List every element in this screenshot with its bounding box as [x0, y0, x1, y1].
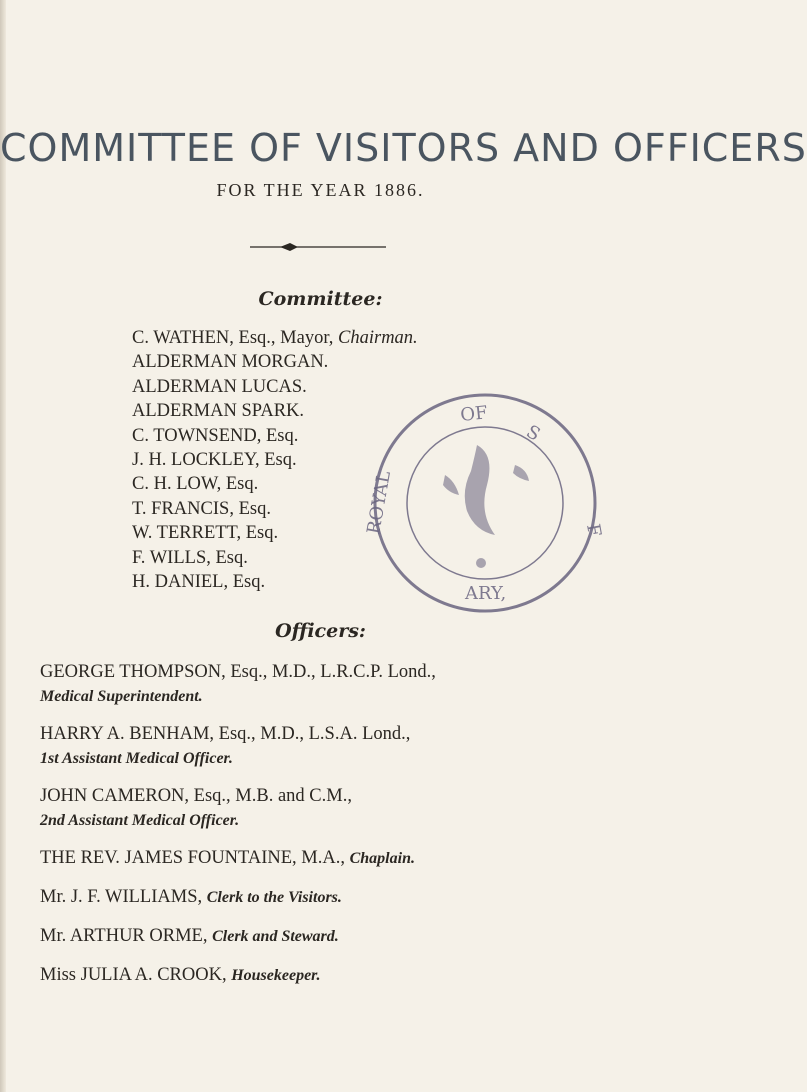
committee-member: J. H. LOCKLEY, Esq. [132, 449, 297, 470]
committee-member: T. FRANCIS, Esq. [132, 498, 271, 519]
officer-entry [40, 924, 620, 949]
officer-entry [40, 722, 620, 770]
committee-member: F. WILLS, Esq. [132, 547, 248, 568]
committee-member: ALDERMAN SPARK. [132, 401, 305, 422]
page-title: COMMITTEE OF VISITORS AND OFFICERS [0, 126, 807, 170]
svg-text:OF: OF [459, 402, 489, 426]
officer-role: Housekeeper. [231, 967, 321, 984]
officer-name: Mr. ARTHUR ORME, [40, 926, 208, 946]
library-stamp-seal [365, 385, 605, 625]
officer-name: Mr. J. F. WILLIAMS, [40, 887, 203, 907]
officer-name: JOHN CAMERON, Esq., M.B. and C.M., [40, 786, 352, 806]
officers-heading: Officers: [275, 620, 366, 642]
chair-role: Chairman. [338, 328, 418, 348]
officer-entry [40, 846, 620, 871]
officer-role: Clerk to the Visitors. [206, 889, 342, 906]
officer-entry [40, 963, 620, 988]
committee-member: ALDERMAN LUCAS. [132, 376, 307, 397]
officer-name: HARRY A. BENHAM, Esq., M.D., L.S.A. Lond., [40, 724, 411, 744]
officer-entry [40, 660, 620, 708]
officer-role: Medical Superintendent. [40, 688, 203, 705]
ornamental-divider [250, 242, 386, 252]
committee-member: C. TOWNSEND, Esq. [132, 425, 299, 446]
officers-list [40, 660, 620, 1002]
officer-role: 2nd Assistant Medical Officer. [40, 812, 240, 829]
officer-role: 1st Assistant Medical Officer. [40, 750, 233, 767]
chair-name: C. WATHEN, Esq., Mayor, [132, 328, 334, 348]
officer-entry [40, 784, 620, 832]
svg-text:ARY,: ARY, [465, 583, 507, 604]
svg-text:S: S [522, 421, 544, 446]
committee-member: C. H. LOW, Esq. [132, 474, 259, 495]
committee-member: H. DANIEL, Esq. [132, 571, 266, 592]
committee-member: ALDERMAN MORGAN. [132, 352, 329, 373]
committee-member: W. TERRETT, Esq. [132, 523, 279, 544]
committee-chair [132, 326, 418, 350]
page-subtitle: FOR THE YEAR 1886. [216, 180, 425, 200]
svg-text:F: F [582, 522, 605, 539]
officer-name: Miss JULIA A. CROOK, [40, 965, 227, 985]
committee-heading: Committee: [258, 288, 383, 310]
officer-role: Chaplain. [349, 850, 415, 867]
officer-entry [40, 885, 620, 910]
officer-name: GEORGE THOMPSON, Esq., M.D., L.R.C.P. Lond., [40, 662, 436, 682]
officer-name: THE REV. JAMES FOUNTAINE, M.A., [40, 848, 345, 868]
svg-text:ROYAL: ROYAL [363, 469, 395, 536]
officer-role: Clerk and Steward. [212, 928, 339, 945]
